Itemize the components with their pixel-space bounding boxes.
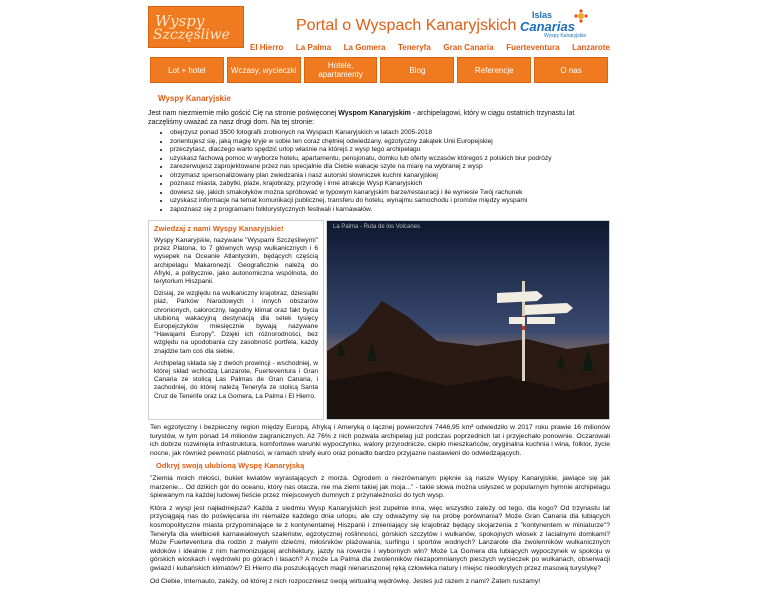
list-item: • przeczytasz, dlaczego warto spędzić urlop właśnie na którejś z wysp tego archipelagu (170, 146, 610, 155)
island-link-fuerteventura[interactable]: Fuerteventura (506, 43, 560, 52)
island-nav (250, 43, 610, 55)
intro-bold: Wyspom Kanaryjskim (338, 110, 411, 117)
volcano-scene (327, 221, 610, 420)
list-item: • dowiesz się, jakich smakołyków można spróbować w typowym kanaryjskim barze/restauracji i ile wyniesie Twój rachunek (170, 189, 610, 198)
island-link-gran-canaria[interactable]: Gran Canaria (443, 43, 494, 52)
list-item: • zorientujesz się, jaką magię kryje w sobie ten coraz chętniej odwiedzany, egzotyczny zakątek Unii Europejskiej (170, 138, 610, 147)
list-item: • uzyskasz informacje na temat komunikacji publicznej, transferu do hotelu, wynajmu samochodu i promów między wyspami (170, 197, 610, 206)
about-box-title: Zwiedzaj z nami Wyspy Kanaryjskie! (154, 224, 284, 233)
about-box (148, 220, 324, 420)
about-paragraph-2: Dzisiaj, ze względu na wulkaniczny krajobraz, dziesiątki plaż, Parków Narodowych i innych obszarów chronionych, całoroczny, łagodny klimat oraz fakt bycia ulubioną wakacyjną destynacją dla setek tysięcy Europejczyków miesięcznie bywają nazywane "Hawajami Europy". Dzięki ich różnorodności, bez względu na upodobania czy zasobność portfela, każdy znajdzie tam coś dla siebie. (154, 290, 318, 355)
discover-heading: Odkryj swoją ulubioną Wyspę Kanaryjską (156, 461, 305, 471)
about-paragraph-1: Wyspy Kanaryjskie, nazywane "Wyspami Szczęśliwymi" przez Platona, to 7 głównych wysp wulkanicznych i 6 wysepek na Oceanie Atlantyckim, będących częścią archipelagu Makaronezji. Geograficznie należą do Afryki, a politycznie, jako autonomiczna wspólnota, do terytorium Hiszpanii. (154, 237, 318, 286)
list-item: • uzyskasz fachową pomoc w wyborze hotelu, apartamentu, pensjonatu, domku lub oferty wczasów któregoś z polskich biur podróży (170, 155, 610, 164)
closing-paragraph: Od Ciebie, Internauto, zależy, od której z nich rozpoczniesz swoją wirtualną wędrówkę. Jesteś już razem z nami? Zatem ruszamy! (150, 577, 541, 585)
island-link-la-gomera[interactable]: La Gomera (343, 43, 386, 52)
bottom-section (150, 424, 610, 590)
intro-post: - archipelagowi, który w ciągu ostatnich trzynastu lat zaczęliśmy uważać za nasz drugi dom. Na tej stronie: (148, 110, 575, 126)
nav-referencje[interactable]: Referencje (457, 57, 531, 83)
features-list (170, 129, 610, 214)
brand-line-1: Islas (532, 10, 553, 20)
island-link-lanzarote[interactable]: Lanzarote (572, 43, 610, 52)
intro-pre: Jest nam niezmiernie miło gościć Cię na stronie poświęconej (148, 110, 337, 117)
islands-paragraph: Która z wysp jest najładniejsza? Każda z siedmiu Wysp Kanaryjskich jest zupełnie inna, więc wszystko zależy od tego, dla kogo? Od trzynastu lat przyciągają nas do poświęcania im niemalże każdego dnia urlopu, ale czy odważymy się na próbę porównania? Może Gran Canaria dla lubiących kosmopolityczne miasta przypominające te z kontynentalnej Hiszpanii i zmieniający się krajobraz będący skojarzenia z "kontynentem w miniaturze"? Teneryfa dla wielbicieli karnawałowych szaleństw, egzotycznej roślinności, górskich szczytów i wulkanów, spokojnych wiosek z lacialnymi domkami? Może Fuerteventura dla rodzin z małymi dziećmi, miłośników plażowania, surfingu i sportów wodnych? Lanzarote dla zwolenników wulkanicznych widoków i idealnie z nim harmonizującej architektury, jazdy na rowerze i wybornych win? Może La Gomera dla lubiących wypoczynek w spokoju w górskich wioskach i wędrówki po górach i lasach? A może La Palma dla zwolenników niezapomnianych pieszych wycieczek po wulkanach, obserwacji gwiazd i kubańskich klimatów? El Hierro dla poszukujących magii nienaruszonej ręką człowieka natury i miejsc nieodkrytych przez masową turystykę? (150, 504, 610, 572)
nav-o-nas[interactable]: O nas (534, 57, 608, 83)
list-item: • zapoznasz się z programami folklorystycznych festiwali i karnawałów. (170, 206, 610, 215)
island-link-teneryfa[interactable]: Teneryfa (398, 43, 431, 52)
brand-line-2: Canarias (520, 19, 575, 34)
island-link-el-hierro[interactable]: El Hierro (250, 43, 284, 52)
islas-canarias-logo[interactable] (520, 8, 600, 40)
quote-paragraph: "Ziemia moich miłości, bukiet kwiatów wyrastających z morza. Ogrodem o niezrównanym pięknie są nasze Wyspy Kanaryjskie, jawiące się jak marzenie... Od dzikich gór do oceanu, który nas otacza, nie ma ziemi takiej jak moja..." - takie słowa można usłyszeć w popularnym hymnie archipelagu śpiewanym na każdej ludowej fieście przez miejscowych dumnych z przynależności do tych wysp. (150, 474, 610, 500)
logo-line-2: Szczęśliwe (153, 27, 230, 43)
island-link-la-palma[interactable]: La Palma (295, 43, 332, 52)
logo-line-1: Wyspy (155, 12, 205, 30)
nav-lot-hotel[interactable]: Lot + hotel (150, 57, 224, 83)
intro-section (148, 94, 610, 214)
intro-paragraph (148, 109, 610, 127)
stats-paragraph: Ten egzotyczny i bezpieczny region między Europą, Afryką i Ameryką o łącznej powierzchni 7446,95 km² odwiedziło w 2017 roku prawie 16 milionów turystów, w tym ponad 14 milionów zagranicznych. Aż 76% z nich pozwala archipelag już podczas poprzednich lat i przyjechało ponownie. Oczarowali ich dobrze rozwinięta infrastruktura, komfortowe warunki wypoczynku, walory przyrodnicze, ciepło mieszkańców, oryginalna kuchnia i wina, folklor, życie nocne, jak również pewność płatności, w ramach strefy euro oraz ponadto bardzo przyjazne nastawieni do odwiedzających. (150, 424, 610, 457)
list-item: • otrzymasz spersonalizowany plan zwiedzania i nasz autorski słowniczek kuchni kanaryjskiej (170, 172, 610, 181)
site-logo[interactable] (148, 6, 244, 48)
site-title: Portal o Wyspach Kanaryjskich (296, 17, 517, 34)
page-heading: Wyspy Kanaryjskie (158, 94, 231, 103)
sun-star-icon (574, 9, 588, 23)
about-paragraph-3: Archipelag składa się z dwóch prowincji - wschodniej, w której skład wchodzą Lanzarote, Fuerteventura i Gran Canaria ze stolicą Las Palmas de Gran Canaria, i zachodniej, do której należą Teneryfa ze stolicą Santa Cruz de Tenerife oraz La Gomera, La Palma i El Hierro. (154, 359, 318, 400)
nav-wczasy[interactable]: Wczasy, wycieczki (227, 57, 301, 83)
landscape-photo (326, 220, 610, 420)
nav-hotele[interactable]: Hotele, apartamenty (304, 57, 378, 83)
list-item: • poznasz miasta, zabytki, plaże, krajobrazy, przyrodę i inne atrakcje Wysp Kanaryjskich (170, 180, 610, 189)
nav-blog[interactable]: Blog (380, 57, 454, 83)
main-nav (150, 57, 608, 83)
brand-line-3: Wyspy Kanaryjskie (544, 33, 587, 39)
photo-caption: La Palma - Ruta de los Volcanes (333, 224, 421, 230)
list-item: • obejrzysz ponad 3500 fotografii zrobionych na Wyspach Kanaryjskich w latach 2005-2018 (170, 129, 610, 138)
list-item: • zarezerwujesz zaprojektowane przez nas specjalnie dla Ciebie wakacje szyte na miarę na wybranej z wysp (170, 163, 610, 172)
